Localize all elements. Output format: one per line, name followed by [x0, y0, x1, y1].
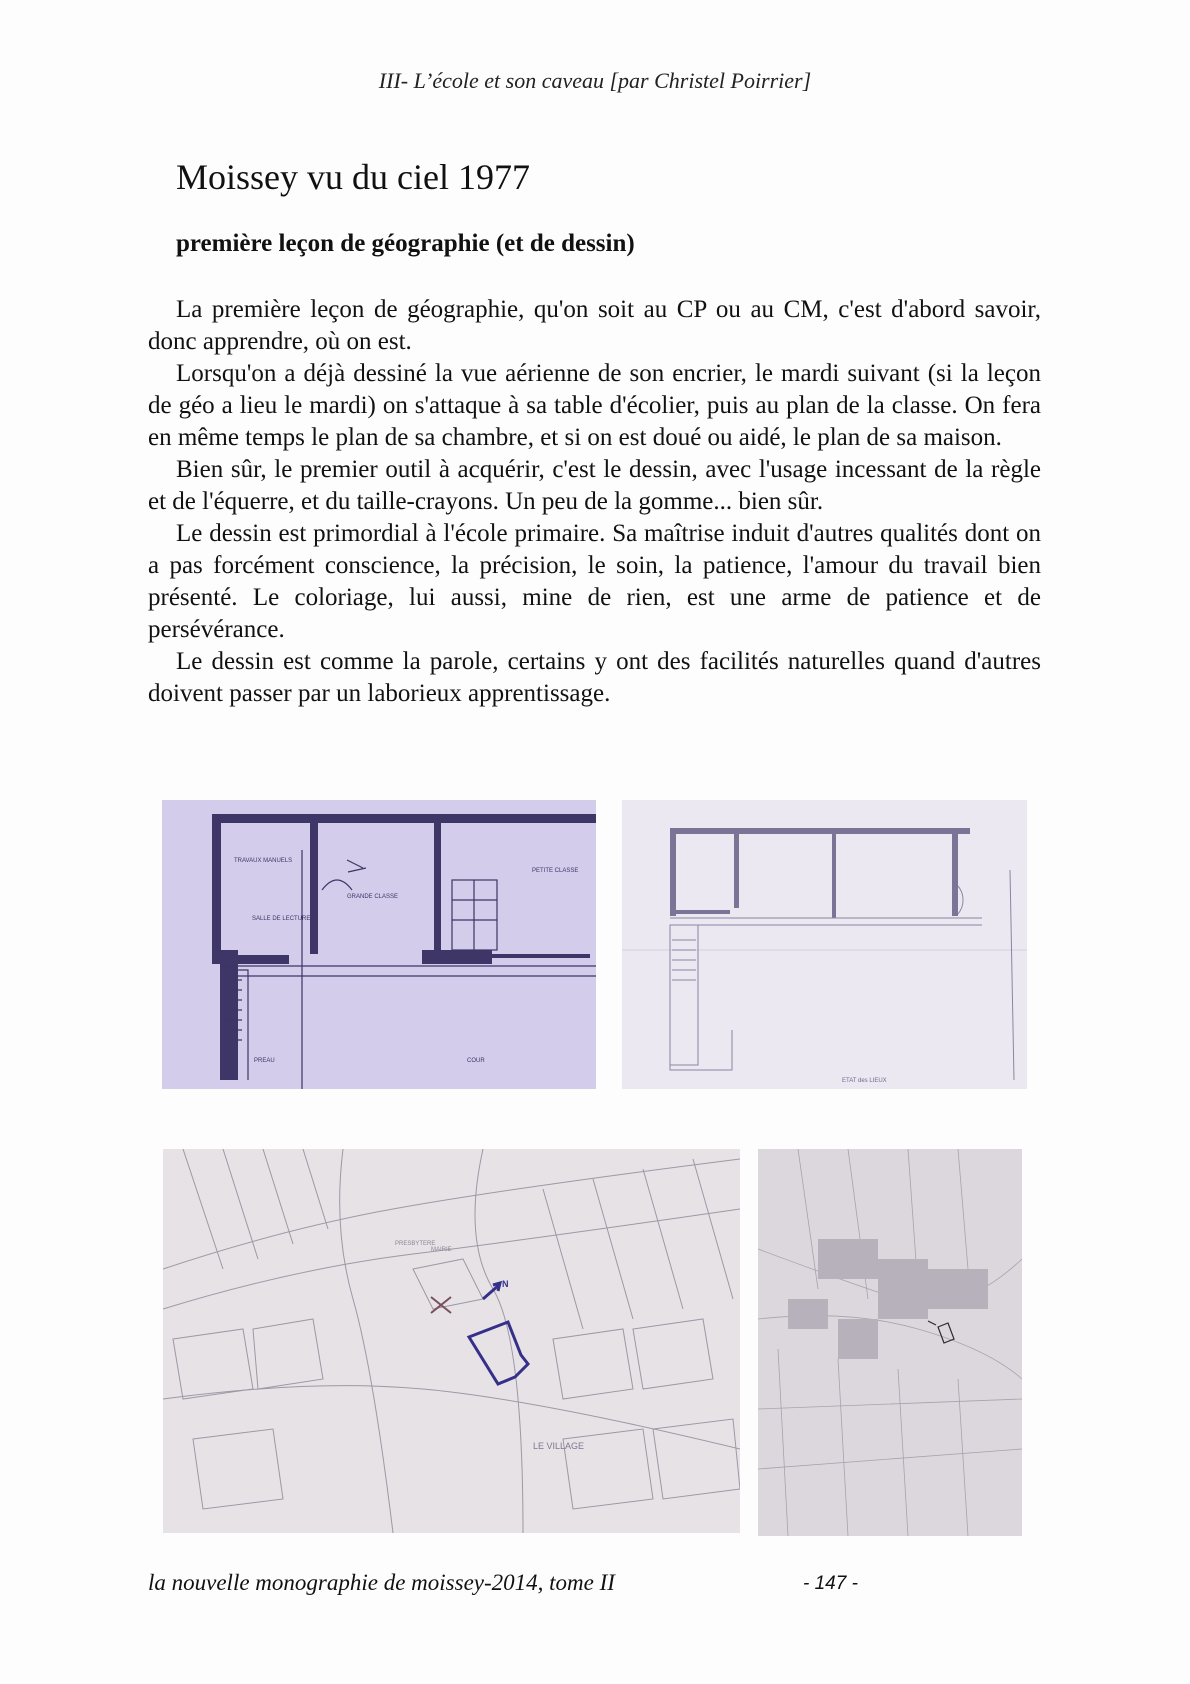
label-petite-classe: PETITE CLASSE [532, 868, 579, 874]
paragraph: Bien sûr, le premier outil à acquérir, c'est le dessin, avec l'usage incessant de la règle et de l'équerre, et du taille-crayons. Un peu de la gomme... bien sûr. [148, 456, 1041, 515]
aerial-map-photo [758, 1149, 1022, 1536]
label-presbytere: PRESBYTERE [395, 1241, 436, 1247]
label-le-village: LE VILLAGE [533, 1441, 585, 1451]
label-north: N [502, 1279, 509, 1289]
floor-plan-original-photo [622, 800, 1027, 1089]
label-salle-lecture: SALLE DE LECTURE [252, 916, 311, 922]
body-text [148, 294, 1041, 710]
label-mairie: MAIRIE [431, 1247, 452, 1253]
label-preau: PREAU [254, 1058, 275, 1064]
paragraph: Lorsqu'on a déjà dessiné la vue aérienne de son encrier, le mardi suivant (si la leçon de géo a lieu le mardi) on s'attaque à sa table d'écolier, puis au plan de la classe. On fera en même temps le plan de sa chambre, et si on est doué ou aidé, le plan de sa maison. [148, 360, 1041, 451]
village-map-photo [163, 1149, 740, 1533]
label-etat-lieux: ETAT des LIEUX [842, 1078, 887, 1084]
section-subtitle: première leçon de géographie (et de dessin) [176, 230, 635, 257]
label-cour: COUR [467, 1058, 485, 1064]
page-title: Moissey vu du ciel 1977 [176, 157, 530, 197]
label-travaux: TRAVAUX MANUELS [234, 858, 293, 864]
paragraph: Le dessin est comme la parole, certains y ont des facilités naturelles quand d'autres doivent passer par un laborieux apprentissage. [148, 648, 1041, 707]
footer-publication: la nouvelle monographie de moissey-2014, tome II [148, 1570, 615, 1595]
label-grande-classe: GRANDE CLASSE [347, 894, 399, 900]
paragraph: La première leçon de géographie, qu'on soit au CP ou au CM, c'est d'abord savoir, donc apprendre, où on est. [148, 296, 1041, 355]
running-header: III- L’école et son caveau [par Christel Poirrier] [378, 68, 812, 93]
footer-page-number: - 147 - [803, 1573, 858, 1594]
floor-plan-annotated-photo [162, 800, 596, 1089]
paragraph: Le dessin est primordial à l'école primaire. Sa maîtrise induit d'autres qualités dont on a pas forcément conscience, la précision, le soin, la patience, l'amour du travail bien présenté. Le coloriage, lui aussi, mine de rien, est une arme de patience et de persévérance. [148, 520, 1041, 643]
